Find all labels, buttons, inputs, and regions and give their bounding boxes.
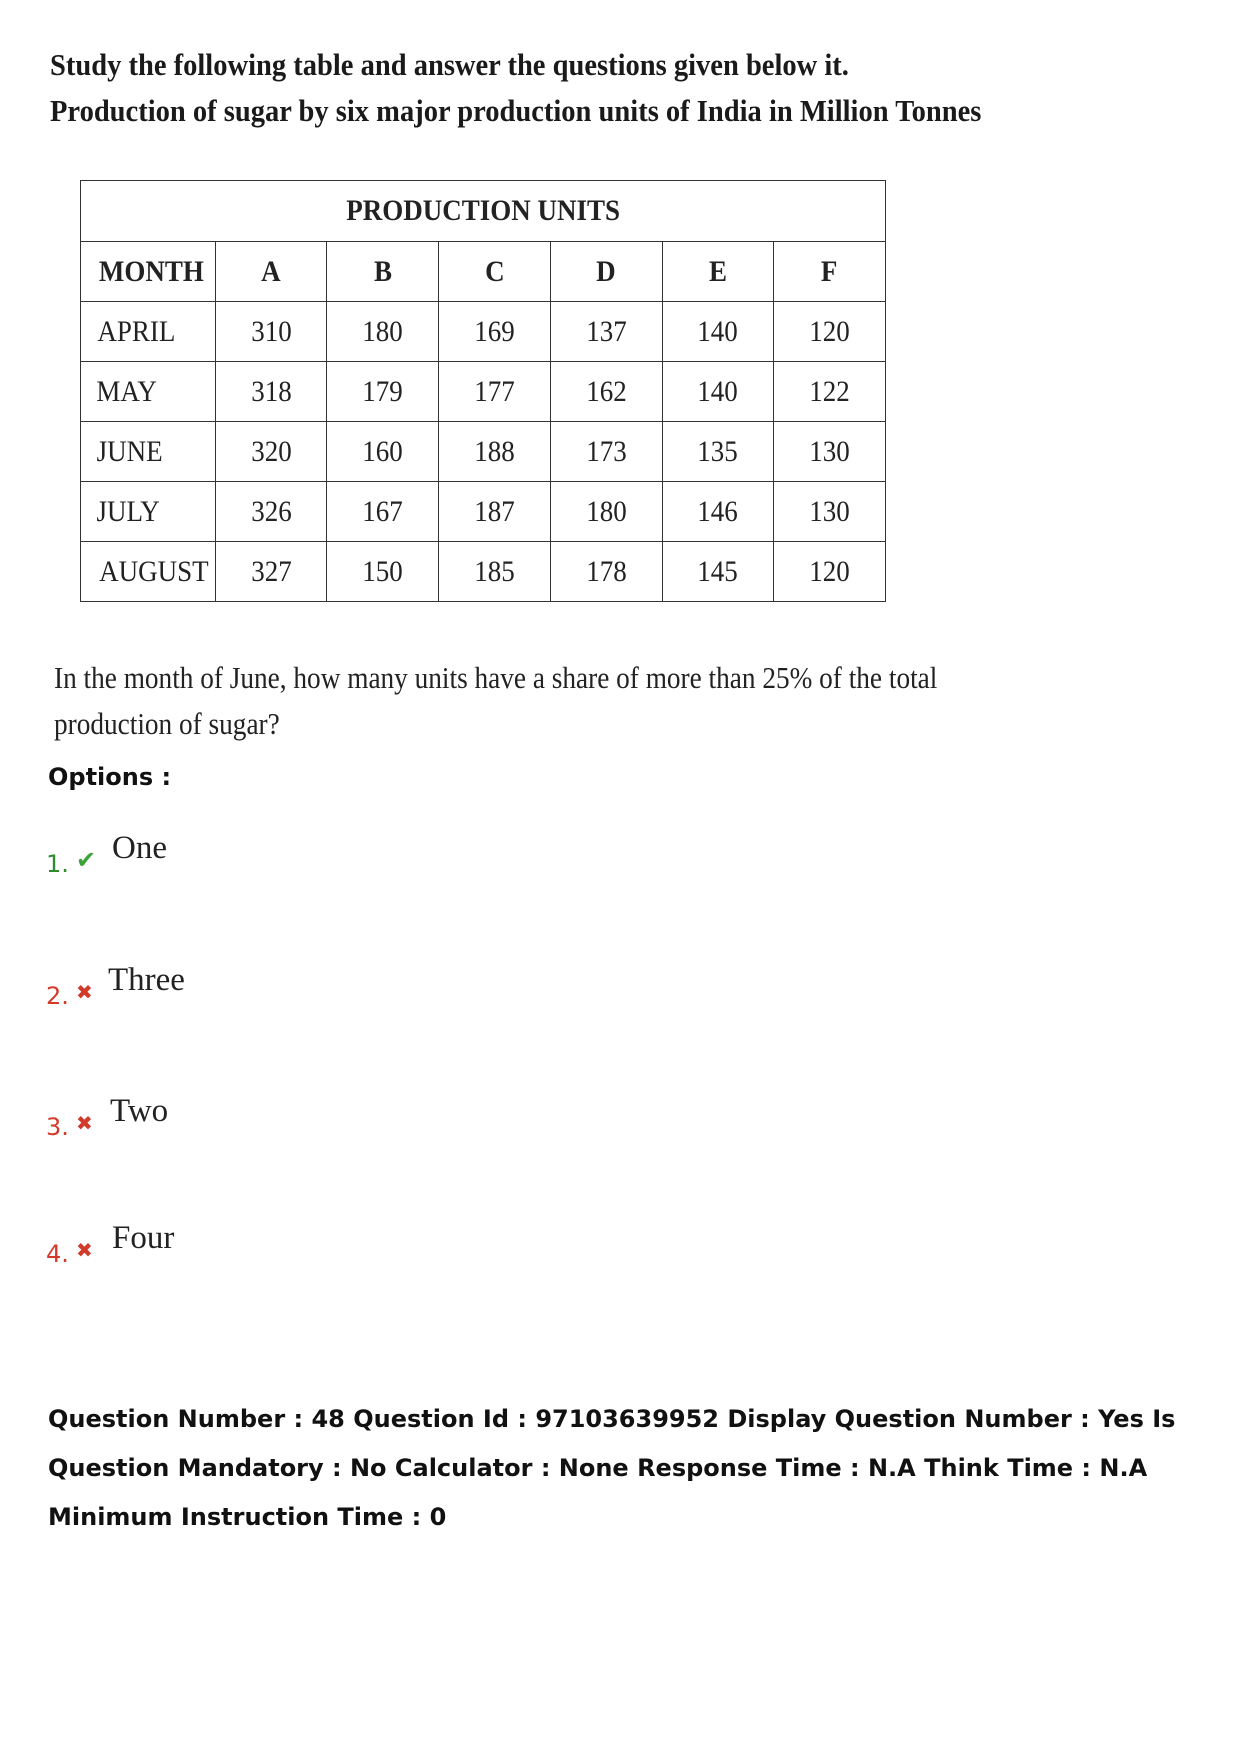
table-cell: 120 xyxy=(774,542,886,602)
table-cell: 169 xyxy=(439,302,551,362)
intro-instruction: Study the following table and answer the questions given below it. xyxy=(50,47,849,82)
column-header-c: C xyxy=(439,242,551,302)
table-cell: 180 xyxy=(550,482,662,542)
table-row xyxy=(81,362,886,422)
option-4[interactable] xyxy=(46,1220,446,1280)
option-2[interactable] xyxy=(46,962,446,1022)
table-cell: 146 xyxy=(662,482,774,542)
cross-icon: ✖ xyxy=(76,1111,93,1135)
table-cell: 178 xyxy=(550,542,662,602)
table-title-row xyxy=(81,181,886,242)
check-icon: ✔ xyxy=(76,846,97,874)
table-cell: 122 xyxy=(774,362,886,422)
table-row xyxy=(81,482,886,542)
table-cell-month: JULY xyxy=(81,482,216,542)
table-cell: 326 xyxy=(215,482,327,542)
column-header-d: D xyxy=(550,242,662,302)
table-cell: 320 xyxy=(215,422,327,482)
question-metadata: Question Number : 48 Question Id : 97103639952 Display Question Number : Yes Is Question Mandatory : No Calculator : None Response Time : N.A Think Time : N.A Minimum Instruction Time : 0 xyxy=(48,1405,1176,1531)
options-label: Options : xyxy=(48,763,172,791)
option-text: One xyxy=(112,830,167,866)
option-number: 2. xyxy=(46,982,69,1010)
table-cell: 187 xyxy=(439,482,551,542)
question-text xyxy=(54,655,954,747)
table-cell: 167 xyxy=(327,482,439,542)
table-cell: 327 xyxy=(215,542,327,602)
table-cell: 180 xyxy=(327,302,439,362)
option-text: Four xyxy=(112,1220,175,1256)
option-number: 3. xyxy=(46,1113,69,1141)
option-3[interactable] xyxy=(46,1093,446,1153)
question-line: production of sugar? xyxy=(54,706,280,741)
cross-icon: ✖ xyxy=(76,1238,93,1262)
column-header-f: F xyxy=(774,242,886,302)
table-cell: 130 xyxy=(774,482,886,542)
column-header-b: B xyxy=(327,242,439,302)
cross-icon: ✖ xyxy=(76,980,93,1004)
option-number: 1. xyxy=(46,850,69,878)
production-table xyxy=(80,180,886,602)
table-row xyxy=(81,422,886,482)
question-line: In the month of June, how many units have a share of more than 25% of the total xyxy=(54,660,938,695)
option-text: Three xyxy=(108,962,185,998)
table-cell: 177 xyxy=(439,362,551,422)
question-intro xyxy=(50,42,982,134)
table-cell: 150 xyxy=(327,542,439,602)
column-header-a: A xyxy=(215,242,327,302)
column-header-e: E xyxy=(662,242,774,302)
table-cell-month: AUGUST xyxy=(81,542,216,602)
table-cell: 160 xyxy=(327,422,439,482)
table-cell: 185 xyxy=(439,542,551,602)
table-header-row xyxy=(81,242,886,302)
table-cell: 318 xyxy=(215,362,327,422)
table-cell: 173 xyxy=(550,422,662,482)
option-1[interactable] xyxy=(46,830,446,890)
table-title: PRODUCTION UNITS xyxy=(81,181,886,242)
table-cell: 137 xyxy=(550,302,662,362)
table-row xyxy=(81,542,886,602)
table-cell: 162 xyxy=(550,362,662,422)
intro-table-caption: Production of sugar by six major production units of India in Million Tonnes xyxy=(50,93,982,128)
option-text: Two xyxy=(110,1093,169,1129)
table-cell: 140 xyxy=(662,362,774,422)
table-cell: 130 xyxy=(774,422,886,482)
table-cell: 179 xyxy=(327,362,439,422)
table-cell: 310 xyxy=(215,302,327,362)
table-cell-month: MAY xyxy=(81,362,216,422)
table-cell: 120 xyxy=(774,302,886,362)
table-cell: 188 xyxy=(439,422,551,482)
table-row xyxy=(81,302,886,362)
column-header-month: MONTH xyxy=(81,242,216,302)
table-cell: 140 xyxy=(662,302,774,362)
table-cell-month: APRIL xyxy=(81,302,216,362)
table-cell: 135 xyxy=(662,422,774,482)
option-number: 4. xyxy=(46,1240,69,1268)
table-cell: 145 xyxy=(662,542,774,602)
table-cell-month: JUNE xyxy=(81,422,216,482)
